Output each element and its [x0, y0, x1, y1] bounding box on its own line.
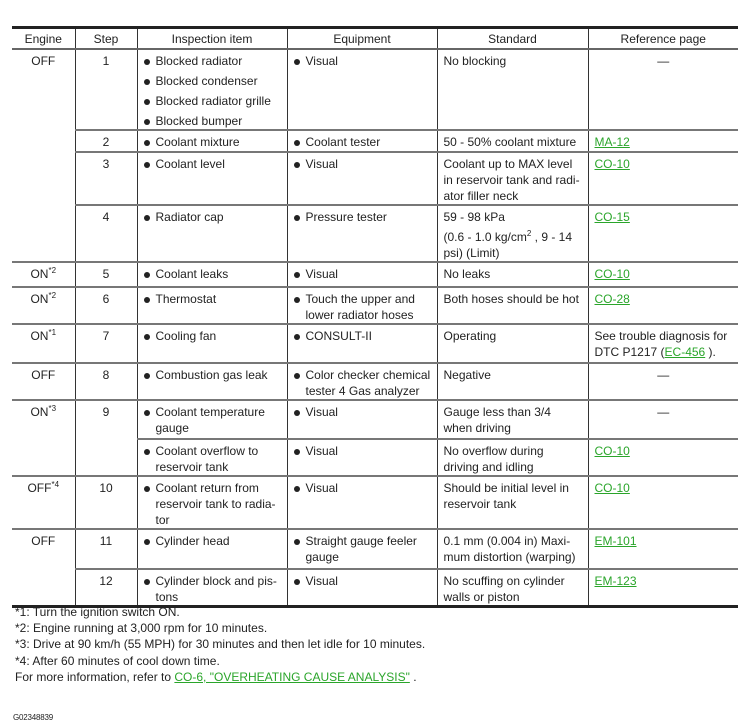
- reference-link-em-123[interactable]: EM-123: [594, 574, 637, 588]
- table-row: [12, 152, 738, 205]
- inspection-item-cell: [137, 152, 287, 205]
- reference-link-co-15[interactable]: CO-15: [594, 210, 630, 224]
- step-cell: 11: [75, 529, 137, 569]
- equipment: Visual: [294, 266, 431, 282]
- standard-cell: [437, 287, 588, 324]
- step-cell: 7: [75, 324, 137, 363]
- reference-cell: [588, 287, 738, 324]
- standard-text: No scuffing on cylinder walls or piston: [443, 574, 565, 604]
- table-row: [12, 476, 738, 529]
- inspection-item-cell: [137, 49, 287, 130]
- figure-code: G02348839: [13, 713, 54, 722]
- inspection-item: Blocked radiator: [144, 53, 281, 69]
- standard-cell: [437, 400, 588, 439]
- inspection-item: Coolant mixture: [144, 134, 281, 150]
- table-row: [12, 49, 738, 130]
- standard-text: No overflow during driving and idling: [443, 444, 544, 474]
- equipment-cell: [287, 287, 437, 324]
- equipment-cell: [287, 400, 437, 439]
- inspection-item: Coolant overflow to reservoir tank: [144, 443, 281, 475]
- equipment-cell: [287, 569, 437, 607]
- standard-text: No leaks: [443, 267, 491, 281]
- standard-line: [444, 229, 582, 261]
- inspection-item: Blocked bumper: [144, 113, 281, 129]
- inspection-item-cell: [137, 130, 287, 152]
- engine-state: ON: [30, 292, 49, 306]
- standard-text: Both hoses should be hot: [443, 292, 579, 306]
- standard-cell: [437, 476, 588, 529]
- inspection-table: [12, 26, 738, 608]
- equipment: Visual: [294, 443, 431, 459]
- standard-text: Coolant up to MAX level in reservoir tank and radi-ator filler neck: [443, 157, 580, 203]
- reference-link-ec-456[interactable]: EC-456: [664, 345, 706, 359]
- inspection-item-cell: [137, 287, 287, 324]
- standard-cell: [437, 152, 588, 205]
- equipment-cell: [287, 363, 437, 400]
- inspection-item: Coolant temperature gauge: [144, 404, 281, 436]
- equipment: CONSULT-II: [294, 328, 431, 344]
- step-cell: 1: [75, 49, 137, 130]
- standard-cell: [437, 363, 588, 400]
- reference-cell: [588, 130, 738, 152]
- equipment-cell: [287, 130, 437, 152]
- reference-link-co-10[interactable]: CO-10: [594, 444, 630, 458]
- engine-footnote-ref: *2: [48, 291, 57, 300]
- step-cell: 3: [75, 152, 137, 205]
- table-row: [12, 130, 738, 152]
- reference-link-ma-12[interactable]: MA-12: [594, 135, 630, 149]
- standard-text: Should be initial level in reservoir tank: [443, 481, 569, 511]
- reference-cell: [588, 569, 738, 607]
- reference-cell: [588, 324, 738, 363]
- engine-state: OFF: [27, 481, 52, 495]
- reference-text: ).: [705, 345, 716, 359]
- standard-text: 50 - 50% coolant mixture: [443, 135, 577, 149]
- engine-cell: [12, 262, 75, 287]
- engine-state: OFF: [31, 534, 56, 548]
- reference-cell: [588, 363, 738, 400]
- step-cell: 9: [75, 400, 137, 476]
- inspection-item: Coolant return from reservoir tank to radia-tor: [144, 480, 281, 528]
- standard-cell: [437, 324, 588, 363]
- equipment-cell: [287, 152, 437, 205]
- footnote: *2: Engine running at 3,000 rpm for 10 minutes.: [15, 621, 268, 636]
- inspection-item-cell: [137, 324, 287, 363]
- reference-cell: [588, 476, 738, 529]
- step-cell: 8: [75, 363, 137, 400]
- standard-text: Negative: [443, 368, 491, 382]
- engine-cell: [12, 287, 75, 324]
- engine-footnote-ref: *4: [51, 480, 60, 489]
- inspection-item-cell: [137, 400, 287, 439]
- table-row: [12, 529, 738, 569]
- equipment-cell: [287, 205, 437, 262]
- inspection-item-cell: [137, 262, 287, 287]
- standard-text: Operating: [443, 329, 497, 343]
- equipment-cell: [287, 49, 437, 130]
- table-row: [12, 262, 738, 287]
- equipment: Visual: [294, 404, 431, 420]
- engine-footnote-ref: *2: [48, 266, 57, 275]
- inspection-item: Blocked radiator grille: [144, 93, 281, 109]
- footnotes: [15, 604, 425, 685]
- superscript: 2: [526, 229, 532, 238]
- engine-state: OFF: [31, 368, 56, 382]
- standard-cell: [437, 130, 588, 152]
- column-header: Standard: [437, 28, 588, 50]
- no-reference-dash: —: [657, 405, 670, 419]
- inspection-item-cell: [137, 363, 287, 400]
- inspection-item: Cooling fan: [144, 328, 281, 344]
- reference-cell: [588, 400, 738, 439]
- step-cell: 4: [75, 205, 137, 262]
- table-row: [12, 324, 738, 363]
- reference-link-co-10[interactable]: CO-10: [594, 481, 630, 495]
- equipment-cell: [287, 262, 437, 287]
- inspection-item-cell: [137, 476, 287, 529]
- reference-cell: [588, 152, 738, 205]
- more-info: [15, 669, 425, 685]
- standard-text: , 9 - 14 psi) (Limit): [443, 230, 573, 260]
- engine-footnote-ref: *3: [48, 404, 57, 413]
- standard-text: No blocking: [443, 54, 507, 68]
- engine-state: ON: [30, 329, 49, 343]
- engine-cell: [12, 400, 75, 476]
- reference-cell: [588, 49, 738, 130]
- column-header: Reference page: [588, 28, 738, 50]
- engine-cell: [12, 476, 75, 529]
- equipment: Color checker chemical tester 4 Gas analyzer: [294, 367, 431, 399]
- inspection-item: Cylinder head: [144, 533, 281, 549]
- equipment: Straight gauge feeler gauge: [294, 533, 431, 565]
- table-row: [12, 287, 738, 324]
- reference-link-em-101[interactable]: EM-101: [594, 534, 637, 548]
- step-cell: 6: [75, 287, 137, 324]
- reference-text: See trouble diagnosis for DTC P1217 (: [594, 329, 728, 359]
- equipment: Pressure tester: [294, 209, 431, 225]
- reference-cell: [588, 205, 738, 262]
- engine-cell: [12, 363, 75, 400]
- equipment: Visual: [294, 480, 431, 496]
- footnote: *3: Drive at 90 km/h (55 MPH) for 30 minutes and then let idle for 10 minutes.: [15, 637, 426, 652]
- footnote: *1: Turn the ignition switch ON.: [15, 605, 180, 619]
- equipment: Coolant tester: [294, 134, 431, 150]
- column-header: Inspection item: [137, 28, 287, 50]
- step-cell: 10: [75, 476, 137, 529]
- reference-link-co-28[interactable]: CO-28: [594, 292, 630, 306]
- step-cell: 12: [75, 569, 137, 607]
- inspection-item: Coolant level: [144, 156, 281, 172]
- more-info-suffix: .: [409, 669, 417, 684]
- footnote: *4: After 60 minutes of cool down time.: [15, 653, 220, 668]
- table-row: [12, 400, 738, 439]
- standard-cell: [437, 205, 588, 262]
- more-info-text: For more information, refer to: [15, 669, 175, 684]
- table-row: [12, 205, 738, 262]
- table-row: [12, 569, 738, 607]
- column-header: Equipment: [287, 28, 437, 50]
- inspection-item-cell: [137, 529, 287, 569]
- engine-cell: [12, 324, 75, 363]
- reference-cell: [588, 439, 738, 476]
- equipment-cell: [287, 529, 437, 569]
- standard-text: (0.6 - 1.0 kg/cm: [443, 230, 527, 244]
- inspection-item: Blocked condenser: [144, 73, 281, 89]
- table-row: [12, 363, 738, 400]
- no-reference-dash: —: [657, 368, 670, 382]
- equipment: Visual: [294, 53, 431, 69]
- equipment: Visual: [294, 156, 431, 172]
- standard-cell: [437, 49, 588, 130]
- engine-state: ON: [30, 267, 49, 281]
- reference-cell: [588, 529, 738, 569]
- inspection-item-cell: [137, 439, 287, 476]
- inspection-item: Coolant leaks: [144, 266, 281, 282]
- inspection-item-cell: [137, 205, 287, 262]
- standard-cell: [437, 262, 588, 287]
- equipment-cell: [287, 476, 437, 529]
- table-header: [12, 28, 738, 50]
- standard-text: 0.1 mm (0.004 in) Maxi-mum distortion (warping): [443, 534, 576, 564]
- equipment-cell: [287, 324, 437, 363]
- engine-state: ON: [30, 405, 49, 419]
- no-reference-dash: —: [657, 54, 670, 68]
- overheating-analysis-link[interactable]: CO-6, "OVERHEATING CAUSE ANALYSIS": [174, 669, 410, 684]
- step-cell: 5: [75, 262, 137, 287]
- engine-state: OFF: [31, 54, 56, 68]
- inspection-item: Combustion gas leak: [144, 367, 281, 383]
- reference-link-co-10[interactable]: CO-10: [594, 157, 630, 171]
- inspection-item-cell: [137, 569, 287, 607]
- standard-text: Gauge less than 3/4 when driving: [443, 405, 551, 435]
- inspection-item: Radiator cap: [144, 209, 281, 225]
- standard-cell: [437, 439, 588, 476]
- inspection-item: Cylinder block and pis-tons: [144, 573, 281, 605]
- column-header: Engine: [12, 28, 75, 50]
- reference-link-co-10[interactable]: CO-10: [594, 267, 630, 281]
- engine-cell: [12, 529, 75, 607]
- column-header: Step: [75, 28, 137, 50]
- reference-cell: [588, 262, 738, 287]
- equipment: Touch the upper and lower radiator hoses: [294, 291, 431, 323]
- standard-line: 59 - 98 kPa: [443, 210, 505, 224]
- equipment: Visual: [294, 573, 431, 589]
- equipment-cell: [287, 439, 437, 476]
- step-cell: 2: [75, 130, 137, 152]
- engine-cell: [12, 49, 75, 262]
- standard-cell: [437, 569, 588, 607]
- engine-footnote-ref: *1: [48, 328, 57, 337]
- standard-cell: [437, 529, 588, 569]
- inspection-item: Thermostat: [144, 291, 281, 307]
